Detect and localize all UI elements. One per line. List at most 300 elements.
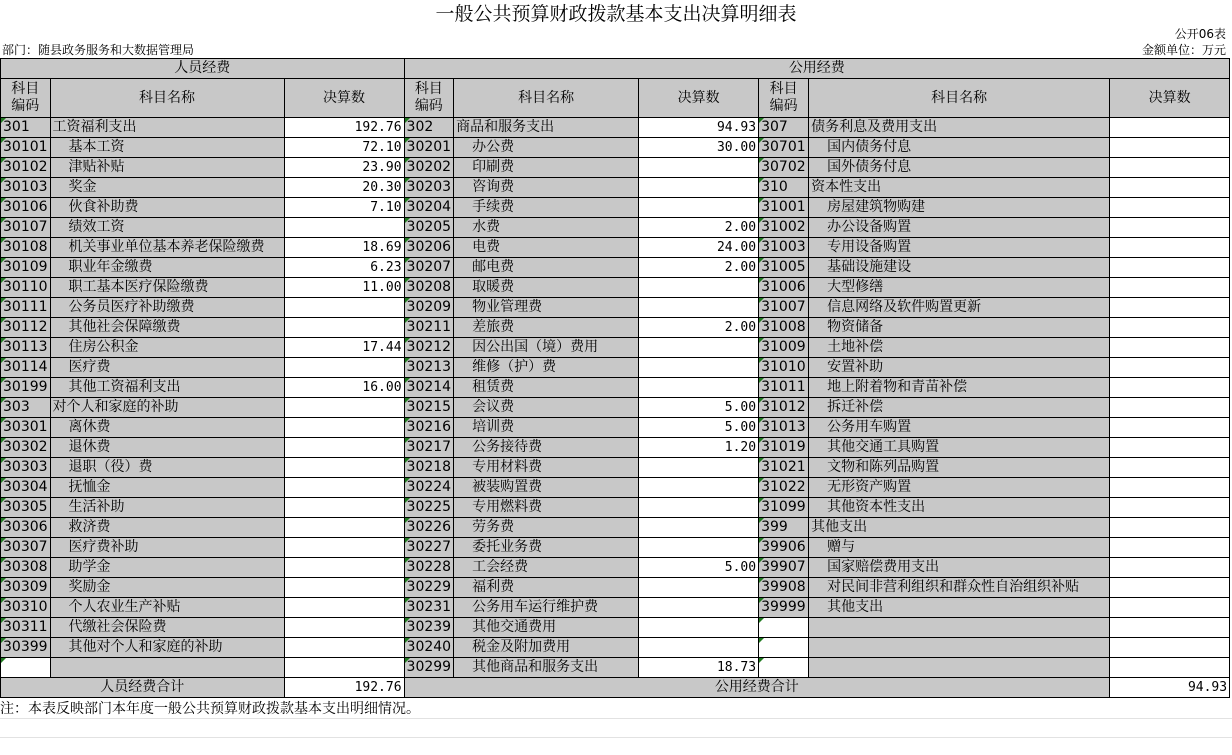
item-amount (1110, 438, 1230, 458)
item-amount: 72.10 (284, 138, 404, 158)
item-name: 国内债务付息 (809, 138, 1110, 158)
item-amount (639, 598, 759, 618)
item-amount (284, 398, 404, 418)
item-amount (639, 458, 759, 478)
table-number: 公开06表 (1174, 27, 1226, 41)
item-amount (284, 218, 404, 238)
item-code: 30201 (404, 138, 454, 158)
item-amount (1110, 538, 1230, 558)
item-code: 30113 (1, 338, 51, 358)
item-name: 助学金 (50, 558, 284, 578)
item-code: 30309 (1, 578, 51, 598)
item-amount: 2.00 (639, 258, 759, 278)
item-name: 印刷费 (454, 158, 639, 178)
item-name: 因公出国（境）费用 (454, 338, 639, 358)
item-amount (639, 518, 759, 538)
item-name: 机关事业单位基本养老保险缴费 (50, 238, 284, 258)
item-amount: 20.30 (284, 178, 404, 198)
item-code: 30211 (404, 318, 454, 338)
item-name: 抚恤金 (50, 478, 284, 498)
item-name: 地上附着物和青苗补偿 (809, 378, 1110, 398)
item-code: 30399 (1, 638, 51, 658)
item-name: 其他支出 (809, 598, 1110, 618)
item-name: 房屋建筑物购建 (809, 198, 1110, 218)
item-amount (1110, 338, 1230, 358)
item-amount: 7.10 (284, 198, 404, 218)
item-name: 国家赔偿费用支出 (809, 558, 1110, 578)
header-code: 科目 编码 (759, 79, 809, 118)
item-name: 被装购置费 (454, 478, 639, 498)
item-code: 310 (759, 178, 809, 198)
header-amount: 决算数 (284, 79, 404, 118)
item-code (759, 638, 809, 658)
table-row (1, 118, 1230, 138)
item-code: 30103 (1, 178, 51, 198)
item-code: 31099 (759, 498, 809, 518)
item-amount (639, 378, 759, 398)
item-name: 大型修缮 (809, 278, 1110, 298)
item-amount: 5.00 (639, 418, 759, 438)
item-name: 其他工资福利支出 (50, 378, 284, 398)
item-name (809, 638, 1110, 658)
item-amount: 94.93 (639, 118, 759, 138)
item-amount (639, 298, 759, 318)
item-code: 30701 (759, 138, 809, 158)
item-name: 伙食补助费 (50, 198, 284, 218)
department-label: 部门：随县政务服务和大数据管理局 (2, 43, 195, 57)
item-name: 奖金 (50, 178, 284, 198)
item-name: 办公设备购置 (809, 218, 1110, 238)
item-name: 其他交通工具购置 (809, 438, 1110, 458)
item-name: 生活补助 (50, 498, 284, 518)
header-name: 科目名称 (809, 79, 1110, 118)
item-amount (1110, 398, 1230, 418)
item-amount (639, 358, 759, 378)
item-name: 维修（护）费 (454, 358, 639, 378)
item-name: 救济费 (50, 518, 284, 538)
item-code: 307 (759, 118, 809, 138)
item-code: 30227 (404, 538, 454, 558)
item-amount (1110, 118, 1230, 138)
item-code: 30204 (404, 198, 454, 218)
table-row (1, 158, 1230, 178)
item-amount (639, 198, 759, 218)
item-name: 会议费 (454, 398, 639, 418)
item-code: 30217 (404, 438, 454, 458)
item-amount (284, 478, 404, 498)
item-name: 债务利息及费用支出 (809, 118, 1110, 138)
item-amount (284, 538, 404, 558)
item-amount (639, 338, 759, 358)
grid-line (0, 718, 1232, 719)
item-amount: 5.00 (639, 558, 759, 578)
totals-row (1, 678, 1230, 698)
item-name: 拆迁补偿 (809, 398, 1110, 418)
item-amount (284, 558, 404, 578)
item-amount (1110, 638, 1230, 658)
item-name: 赠与 (809, 538, 1110, 558)
item-code: 30102 (1, 158, 51, 178)
table-row (1, 478, 1230, 498)
item-code: 30203 (404, 178, 454, 198)
item-name: 退职（役）费 (50, 458, 284, 478)
table-row (1, 378, 1230, 398)
item-amount (284, 318, 404, 338)
item-amount (1110, 618, 1230, 638)
table-note: 注：本表反映部门本年度一般公共预算财政拨款基本支出明细情况。 (0, 701, 420, 717)
item-amount: 30.00 (639, 138, 759, 158)
grid-line (0, 737, 1232, 738)
item-code: 39906 (759, 538, 809, 558)
item-name (809, 658, 1110, 678)
table-row (1, 598, 1230, 618)
item-name: 住房公积金 (50, 338, 284, 358)
item-code: 301 (1, 118, 51, 138)
item-code: 30240 (404, 638, 454, 658)
item-amount (284, 578, 404, 598)
item-name: 个人农业生产补贴 (50, 598, 284, 618)
public-total-value: 94.93 (1110, 678, 1230, 698)
item-amount: 23.90 (284, 158, 404, 178)
item-code: 39999 (759, 598, 809, 618)
item-amount (1110, 318, 1230, 338)
item-code: 30301 (1, 418, 51, 438)
unit-label: 金额单位：万元 (1141, 43, 1226, 57)
item-name: 专用燃料费 (454, 498, 639, 518)
item-name: 手续费 (454, 198, 639, 218)
item-code: 30216 (404, 418, 454, 438)
item-code: 30231 (404, 598, 454, 618)
item-name: 其他交通费用 (454, 618, 639, 638)
item-code: 30108 (1, 238, 51, 258)
item-code: 39907 (759, 558, 809, 578)
item-code: 31002 (759, 218, 809, 238)
item-code: 30112 (1, 318, 51, 338)
item-code: 31012 (759, 398, 809, 418)
item-name: 水费 (454, 218, 639, 238)
item-amount: 11.00 (284, 278, 404, 298)
item-code: 30303 (1, 458, 51, 478)
item-amount (639, 158, 759, 178)
item-code: 30228 (404, 558, 454, 578)
item-code: 30306 (1, 518, 51, 538)
item-code: 31013 (759, 418, 809, 438)
table-row (1, 318, 1230, 338)
item-name: 土地补偿 (809, 338, 1110, 358)
item-code: 30308 (1, 558, 51, 578)
item-amount: 5.00 (639, 398, 759, 418)
personnel-total-label: 人员经费合计 (1, 678, 285, 698)
section-personnel: 人员经费 (1, 59, 405, 79)
item-code: 30114 (1, 358, 51, 378)
item-code: 30310 (1, 598, 51, 618)
item-amount (284, 618, 404, 638)
item-name: 工会经费 (454, 558, 639, 578)
item-code: 30206 (404, 238, 454, 258)
table-row (1, 558, 1230, 578)
item-name: 税金及附加费用 (454, 638, 639, 658)
table-row (1, 578, 1230, 598)
item-amount: 18.69 (284, 238, 404, 258)
item-amount: 2.00 (639, 318, 759, 338)
item-name: 公务用车运行维护费 (454, 598, 639, 618)
item-amount (639, 638, 759, 658)
item-name: 奖励金 (50, 578, 284, 598)
item-name: 商品和服务支出 (454, 118, 639, 138)
item-amount (1110, 158, 1230, 178)
header-name: 科目名称 (50, 79, 284, 118)
item-amount (1110, 218, 1230, 238)
item-code: 30224 (404, 478, 454, 498)
item-code: 30202 (404, 158, 454, 178)
item-amount (1110, 658, 1230, 678)
table-row (1, 178, 1230, 198)
item-amount (1110, 578, 1230, 598)
item-code: 31001 (759, 198, 809, 218)
item-code: 30218 (404, 458, 454, 478)
item-code: 399 (759, 518, 809, 538)
item-amount (1110, 238, 1230, 258)
item-code (759, 658, 809, 678)
item-amount (1110, 178, 1230, 198)
item-amount: 192.76 (284, 118, 404, 138)
item-amount: 2.00 (639, 218, 759, 238)
item-code (1, 658, 51, 678)
item-code (759, 618, 809, 638)
item-name: 资本性支出 (809, 178, 1110, 198)
item-amount (639, 618, 759, 638)
item-amount (1110, 198, 1230, 218)
item-code: 31003 (759, 238, 809, 258)
item-amount (284, 598, 404, 618)
item-amount (1110, 558, 1230, 578)
item-amount (1110, 278, 1230, 298)
item-amount (284, 358, 404, 378)
item-code: 31006 (759, 278, 809, 298)
item-name: 培训费 (454, 418, 639, 438)
table-row (1, 518, 1230, 538)
item-code: 30229 (404, 578, 454, 598)
item-amount (284, 458, 404, 478)
item-name: 其他资本性支出 (809, 498, 1110, 518)
item-amount (1110, 358, 1230, 378)
item-amount (1110, 378, 1230, 398)
item-code: 30212 (404, 338, 454, 358)
item-amount (1110, 298, 1230, 318)
header-name: 科目名称 (454, 79, 639, 118)
item-code: 30239 (404, 618, 454, 638)
item-amount: 6.23 (284, 258, 404, 278)
item-code: 31007 (759, 298, 809, 318)
item-code: 30207 (404, 258, 454, 278)
item-name: 物业管理费 (454, 298, 639, 318)
item-name: 物资储备 (809, 318, 1110, 338)
item-name: 劳务费 (454, 518, 639, 538)
item-code: 30702 (759, 158, 809, 178)
item-code: 31019 (759, 438, 809, 458)
item-name: 职工基本医疗保险缴费 (50, 278, 284, 298)
item-name: 对民间非营利组织和群众性自治组织补贴 (809, 578, 1110, 598)
item-name: 工资福利支出 (50, 118, 284, 138)
item-amount (639, 498, 759, 518)
item-name: 专用设备购置 (809, 238, 1110, 258)
item-code: 30208 (404, 278, 454, 298)
header-amount: 决算数 (1110, 79, 1230, 118)
item-name: 其他支出 (809, 518, 1110, 538)
header-code: 科目 编码 (1, 79, 51, 118)
page-title: 一般公共预算财政拨款基本支出决算明细表 (435, 3, 797, 25)
item-amount (284, 438, 404, 458)
table-row (1, 278, 1230, 298)
item-name: 取暖费 (454, 278, 639, 298)
item-name: 对个人和家庭的补助 (50, 398, 284, 418)
item-name: 委托业务费 (454, 538, 639, 558)
item-code: 30311 (1, 618, 51, 638)
item-code: 30215 (404, 398, 454, 418)
item-amount (1110, 258, 1230, 278)
item-amount (1110, 478, 1230, 498)
item-name: 租赁费 (454, 378, 639, 398)
item-code: 303 (1, 398, 51, 418)
item-amount (284, 418, 404, 438)
table-row (1, 398, 1230, 418)
item-name: 文物和陈列品购置 (809, 458, 1110, 478)
item-name: 信息网络及软件购置更新 (809, 298, 1110, 318)
table-row (1, 218, 1230, 238)
item-name: 医疗费 (50, 358, 284, 378)
table-row (1, 418, 1230, 438)
table-row (1, 458, 1230, 478)
item-code: 31022 (759, 478, 809, 498)
item-name: 其他社会保障缴费 (50, 318, 284, 338)
table-row (1, 138, 1230, 158)
item-code: 30107 (1, 218, 51, 238)
item-code: 30305 (1, 498, 51, 518)
table-row (1, 238, 1230, 258)
item-amount: 16.00 (284, 378, 404, 398)
table-row (1, 638, 1230, 658)
item-amount (1110, 518, 1230, 538)
item-code: 30226 (404, 518, 454, 538)
item-name: 其他对个人和家庭的补助 (50, 638, 284, 658)
item-code: 31009 (759, 338, 809, 358)
item-code: 30304 (1, 478, 51, 498)
item-code: 39908 (759, 578, 809, 598)
item-code: 302 (404, 118, 454, 138)
table-row (1, 498, 1230, 518)
item-amount: 1.20 (639, 438, 759, 458)
item-amount (639, 538, 759, 558)
table-row (1, 198, 1230, 218)
item-amount (1110, 458, 1230, 478)
item-name: 离休费 (50, 418, 284, 438)
table-row (1, 298, 1230, 318)
item-name: 电费 (454, 238, 639, 258)
table-row (1, 338, 1230, 358)
item-name: 绩效工资 (50, 218, 284, 238)
item-amount: 18.73 (639, 658, 759, 678)
item-name: 咨询费 (454, 178, 639, 198)
item-amount: 24.00 (639, 238, 759, 258)
item-amount (639, 478, 759, 498)
item-name: 职业年金缴费 (50, 258, 284, 278)
item-code: 30111 (1, 298, 51, 318)
item-name: 公务员医疗补助缴费 (50, 298, 284, 318)
item-code: 30225 (404, 498, 454, 518)
table-row (1, 358, 1230, 378)
item-amount (1110, 498, 1230, 518)
item-code: 31010 (759, 358, 809, 378)
item-amount (639, 278, 759, 298)
item-name: 办公费 (454, 138, 639, 158)
item-amount (1110, 598, 1230, 618)
section-public: 公用经费 (404, 59, 1230, 79)
item-amount (639, 178, 759, 198)
item-amount (284, 518, 404, 538)
item-code: 30106 (1, 198, 51, 218)
item-name: 基础设施建设 (809, 258, 1110, 278)
table-row (1, 538, 1230, 558)
item-name (809, 618, 1110, 638)
public-total-label: 公用经费合计 (404, 678, 1110, 698)
header-code: 科目 编码 (404, 79, 454, 118)
item-name: 国外债务付息 (809, 158, 1110, 178)
item-amount (284, 658, 404, 678)
table-row (1, 438, 1230, 458)
item-amount (284, 638, 404, 658)
item-name: 安置补助 (809, 358, 1110, 378)
item-code: 30101 (1, 138, 51, 158)
table-row (1, 618, 1230, 638)
item-amount (284, 498, 404, 518)
expenditure-table (0, 58, 1230, 698)
item-name: 福利费 (454, 578, 639, 598)
item-name: 退休费 (50, 438, 284, 458)
item-code: 31011 (759, 378, 809, 398)
item-code: 30302 (1, 438, 51, 458)
item-name: 公务接待费 (454, 438, 639, 458)
item-code: 31005 (759, 258, 809, 278)
item-code: 30205 (404, 218, 454, 238)
item-name (50, 658, 284, 678)
item-code: 31021 (759, 458, 809, 478)
personnel-total-value: 192.76 (284, 678, 404, 698)
item-code: 30199 (1, 378, 51, 398)
header-amount: 决算数 (639, 79, 759, 118)
item-amount (639, 578, 759, 598)
item-amount (1110, 138, 1230, 158)
item-amount (284, 298, 404, 318)
item-code: 30299 (404, 658, 454, 678)
item-name: 医疗费补助 (50, 538, 284, 558)
item-code: 30110 (1, 278, 51, 298)
item-name: 邮电费 (454, 258, 639, 278)
item-name: 差旅费 (454, 318, 639, 338)
item-name: 代缴社会保险费 (50, 618, 284, 638)
item-code: 30214 (404, 378, 454, 398)
item-code: 30213 (404, 358, 454, 378)
item-code: 31008 (759, 318, 809, 338)
item-name: 专用材料费 (454, 458, 639, 478)
item-code: 30307 (1, 538, 51, 558)
item-amount: 17.44 (284, 338, 404, 358)
item-name: 公务用车购置 (809, 418, 1110, 438)
item-name: 基本工资 (50, 138, 284, 158)
item-code: 30209 (404, 298, 454, 318)
table-row (1, 258, 1230, 278)
item-code: 30109 (1, 258, 51, 278)
item-name: 无形资产购置 (809, 478, 1110, 498)
